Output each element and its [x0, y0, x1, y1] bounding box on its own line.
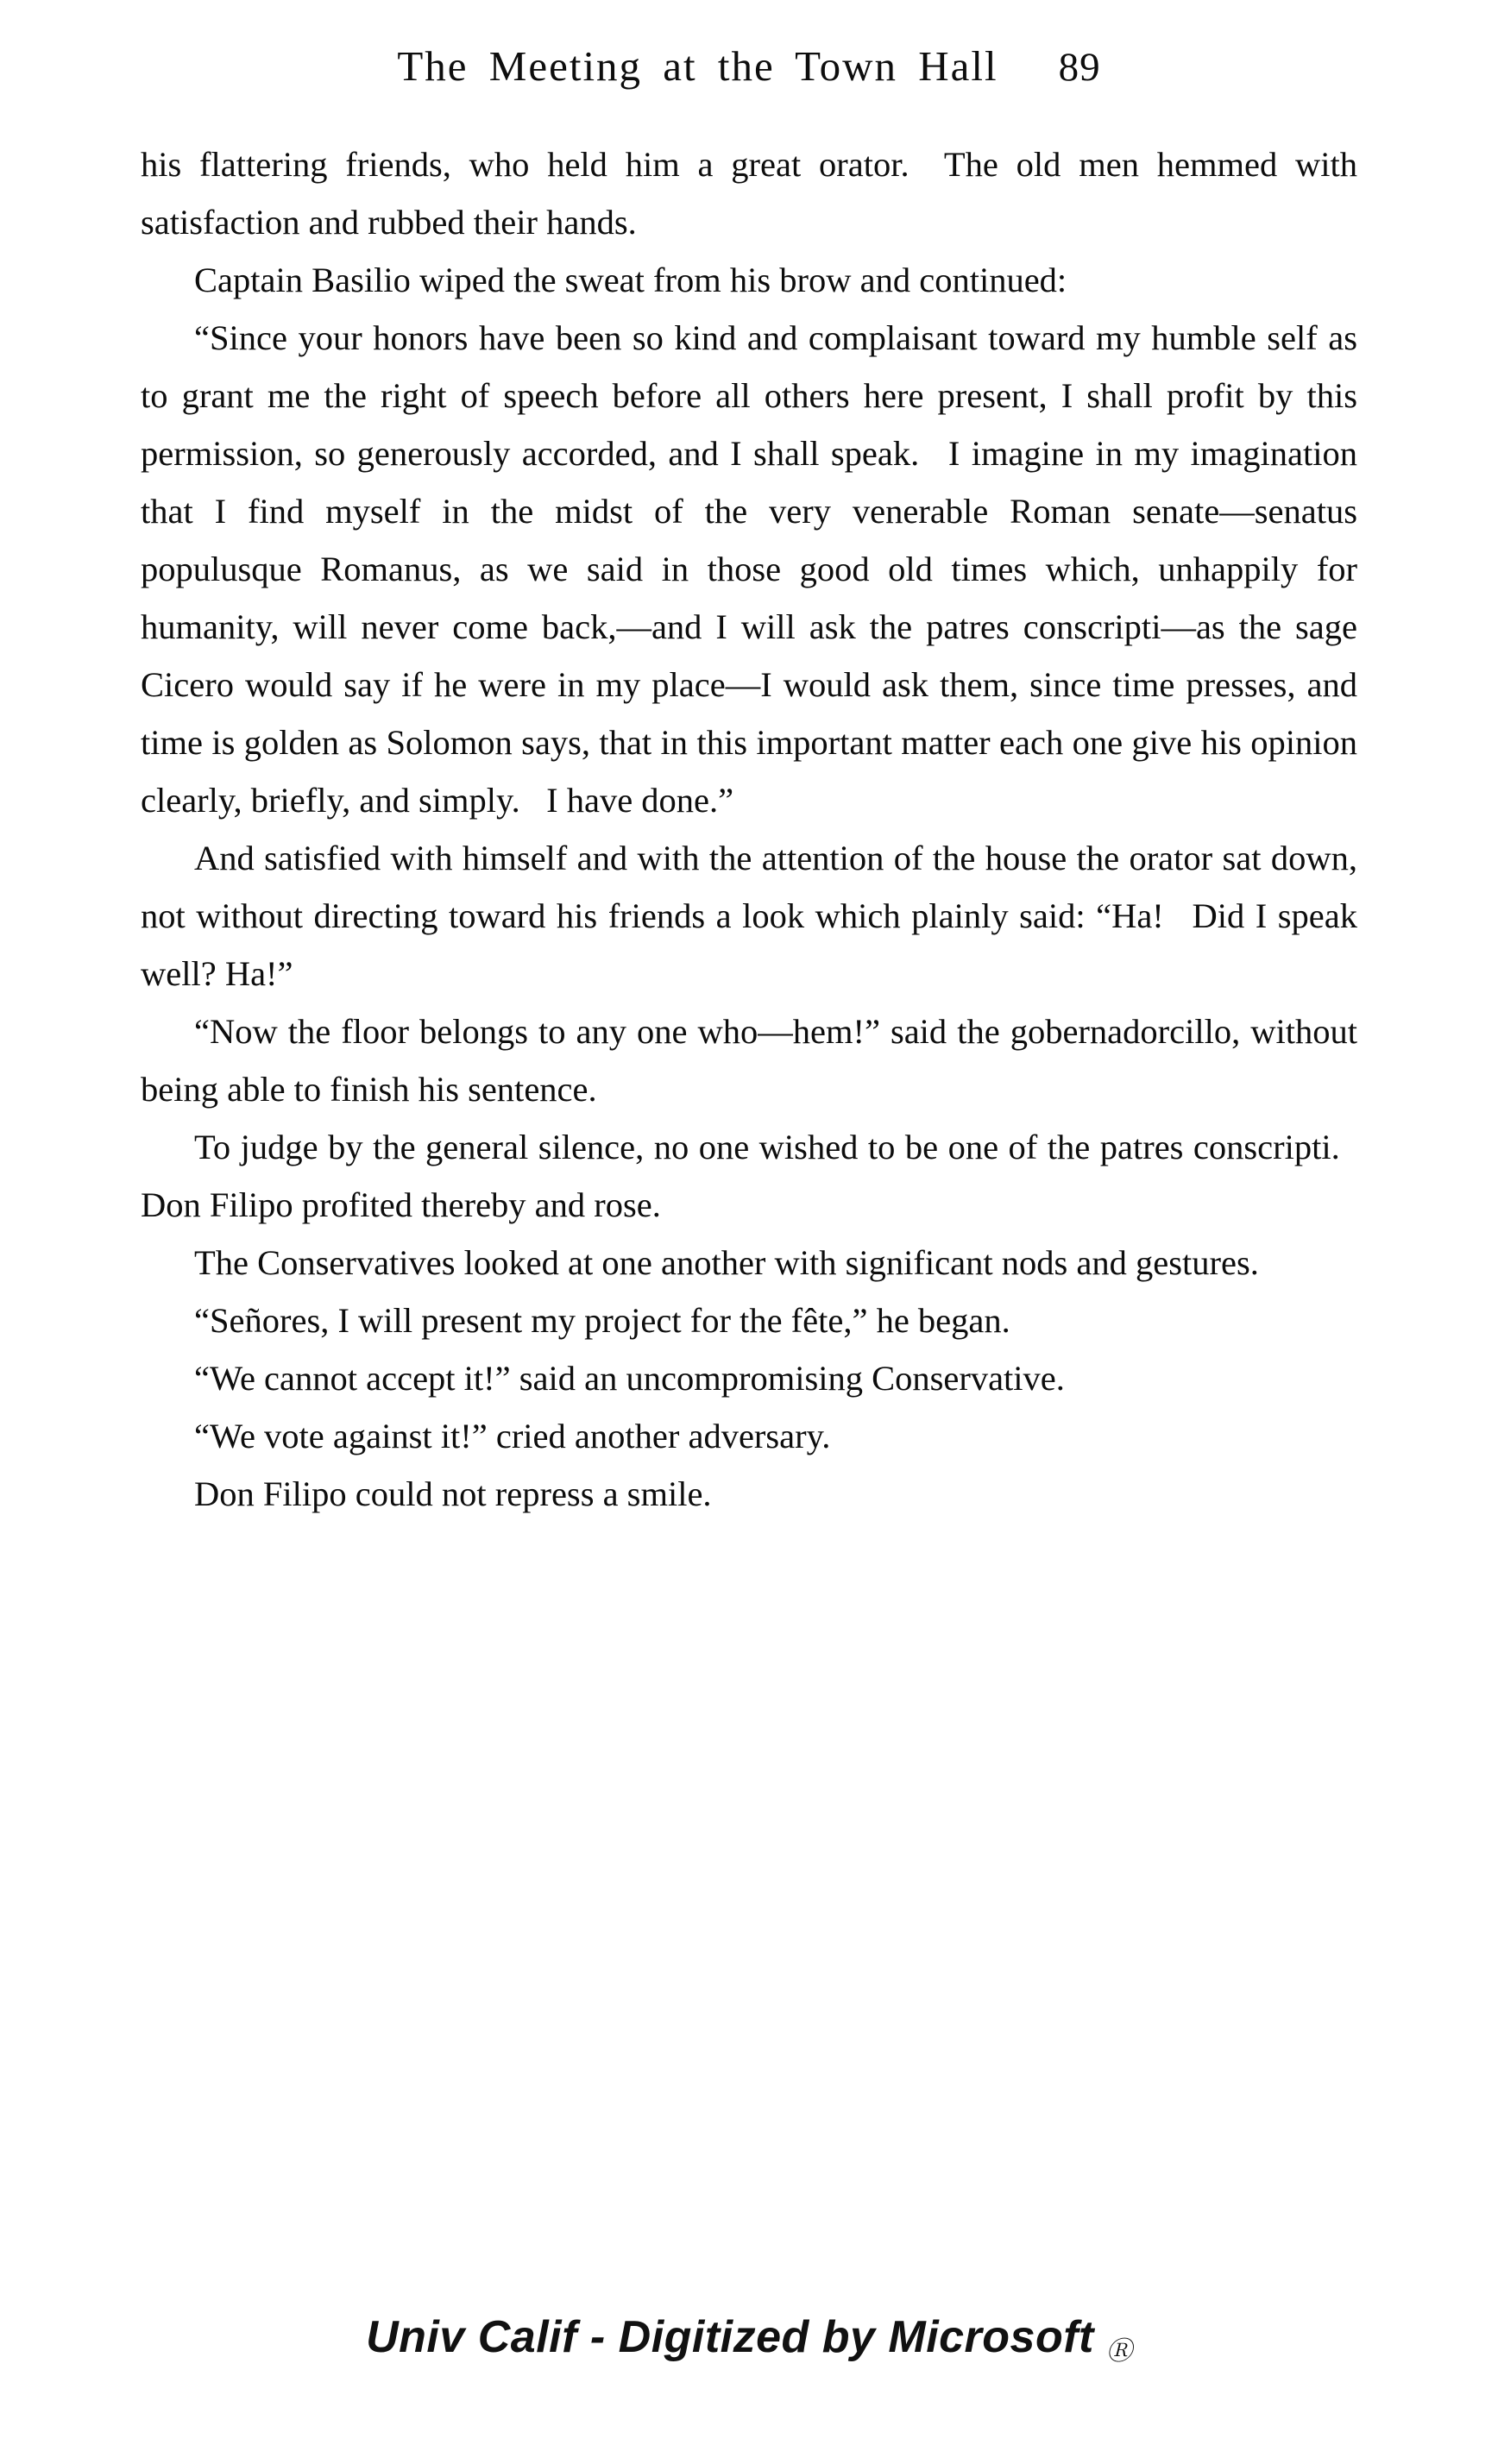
paragraph: his flattering friends, who held him a great orator. The old men hemmed with satisfaction and rubbed their hands.: [141, 145, 1357, 242]
paragraph: “We vote against it!” cried another adversary.: [194, 1417, 831, 1455]
registered-mark-icon: Ⓡ: [1105, 2337, 1132, 2366]
paragraph: “We cannot accept it!” said an uncompromising Conservative.: [194, 1359, 1065, 1398]
digitization-stamp: Univ Calif - Digitized by Microsoft: [366, 2311, 1094, 2362]
paragraph: And satisfied with himself and with the attention of the house the orator sat down, not without directing toward his friends a look which plainly said: “Ha! Did I speak well? Ha!”: [141, 839, 1357, 993]
paragraph: Don Filipo could not repress a smile.: [194, 1474, 712, 1513]
footer: [0, 2311, 1498, 2367]
paragraph: Captain Basilio wiped the sweat from his brow and continued:: [194, 261, 1067, 299]
document-page: [0, 41, 1498, 2464]
running-head: [0, 41, 1498, 91]
paragraph: “Now the floor belongs to any one who—hem!” said the gobernadorcillo, without being able to finish his sentence.: [141, 1012, 1357, 1109]
body-text: [141, 135, 1357, 1523]
running-head-title: The Meeting at the Town Hall: [397, 42, 998, 90]
paragraph: To judge by the general silence, no one wished to be one of the patres conscripti. Don Filipo profited thereby and rose.: [141, 1128, 1357, 1224]
page-number: 89: [1058, 45, 1101, 90]
paragraph: “Since your honors have been so kind and complaisant toward my humble self as to grant me the right of speech before all others here present, I shall profit by this permission, so generously accorded, and I shall speak. I imagine in my imagination that I find myself in the midst of the very venerable Roman senate—senatus populusque Romanus, as we said in those good old times which, unhappily for humanity, will never come back,—and I will ask the patres conscripti—as the sage Cicero would say if he were in my place—I would ask them, since time presses, and time is golden as Solomon says, that in this important matter each one give his opinion clearly, briefly, and simply. I have done.”: [141, 318, 1357, 820]
paragraph: The Conservatives looked at one another with significant nods and gestures.: [194, 1243, 1259, 1282]
paragraph: “Señores, I will present my project for the fête,” he began.: [194, 1301, 1010, 1340]
